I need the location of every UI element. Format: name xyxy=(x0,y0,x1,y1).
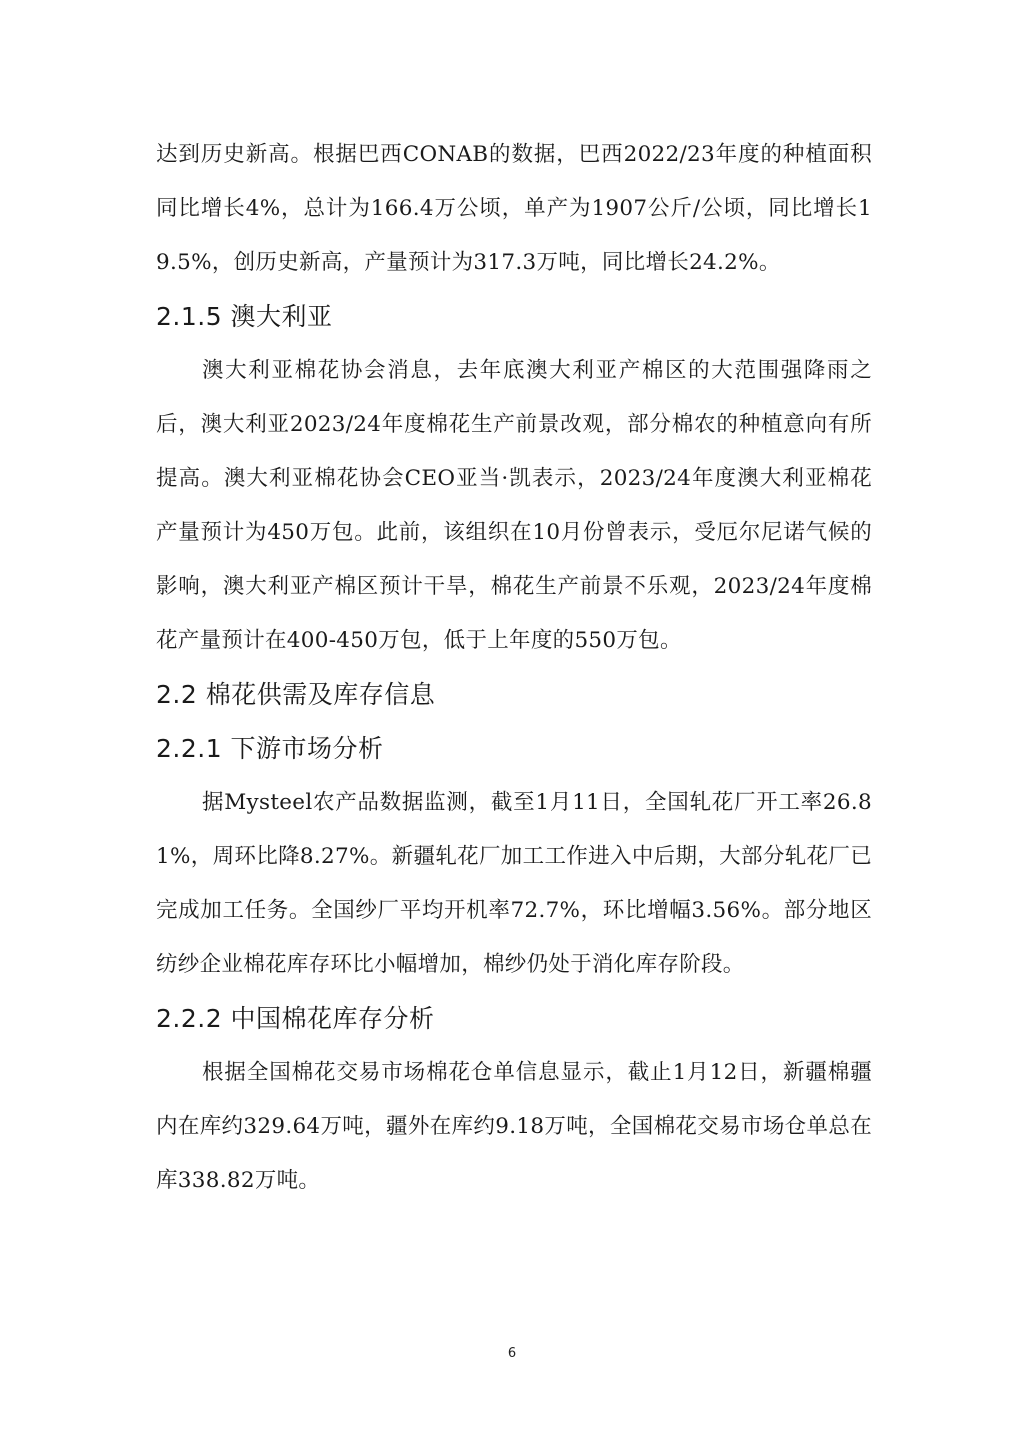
paragraph-china-stock: 根据全国棉花交易市场棉花仓单信息显示，截止1月12日，新疆棉疆内在库约329.64万吨，疆外在库约9.18万吨，全国棉花交易市场仓单总在库338.82万吨。 xyxy=(156,1060,872,1193)
heading-downstream-market: 2.2.1 下游市场分析 xyxy=(156,734,384,763)
heading-china-stock: 2.2.2 中国棉花库存分析 xyxy=(156,1004,435,1033)
paragraph-downstream-market: 据Mysteel农产品数据监测，截至1月11日，全国轧花厂开工率26.81%，周环比降8.27%。新疆轧花厂加工工作进入中后期，大部分轧花厂已完成加工任务。全国纱厂平均开机率72.7%，环比增幅3.56%。部分地区纺纱企业棉花库存环比小幅增加，棉纱仍处于消化库存阶段。 xyxy=(156,790,872,977)
paragraph-brazil-continued: 达到历史新高。根据巴西CONAB的数据，巴西2022/23年度的种植面积同比增长4%，总计为166.4万公顷，单产为1907公斤/公顷，同比增长19.5%，创历史新高，产量预计为317.3万吨，同比增长24.2%。 xyxy=(156,142,872,275)
heading-australia: 2.1.5 澳大利亚 xyxy=(156,302,333,331)
page-number: 6 xyxy=(507,1346,517,1361)
heading-supply-demand: 2.2 棉花供需及库存信息 xyxy=(156,680,436,709)
paragraph-australia: 澳大利亚棉花协会消息，去年底澳大利亚产棉区的大范围强降雨之后，澳大利亚2023/24年度棉花生产前景改观，部分棉农的种植意向有所提高。澳大利亚棉花协会CEO亚当·凯表示，2023/24年度澳大利亚棉花产量预计为450万包。此前，该组织在10月份曾表示，受厄尔尼诺气候的影响，澳大利亚产棉区预计干旱，棉花生产前景不乐观，2023/24年度棉花产量预计在400-450万包，低于上年度的550万包。 xyxy=(156,358,872,653)
page-content xyxy=(156,128,872,1208)
